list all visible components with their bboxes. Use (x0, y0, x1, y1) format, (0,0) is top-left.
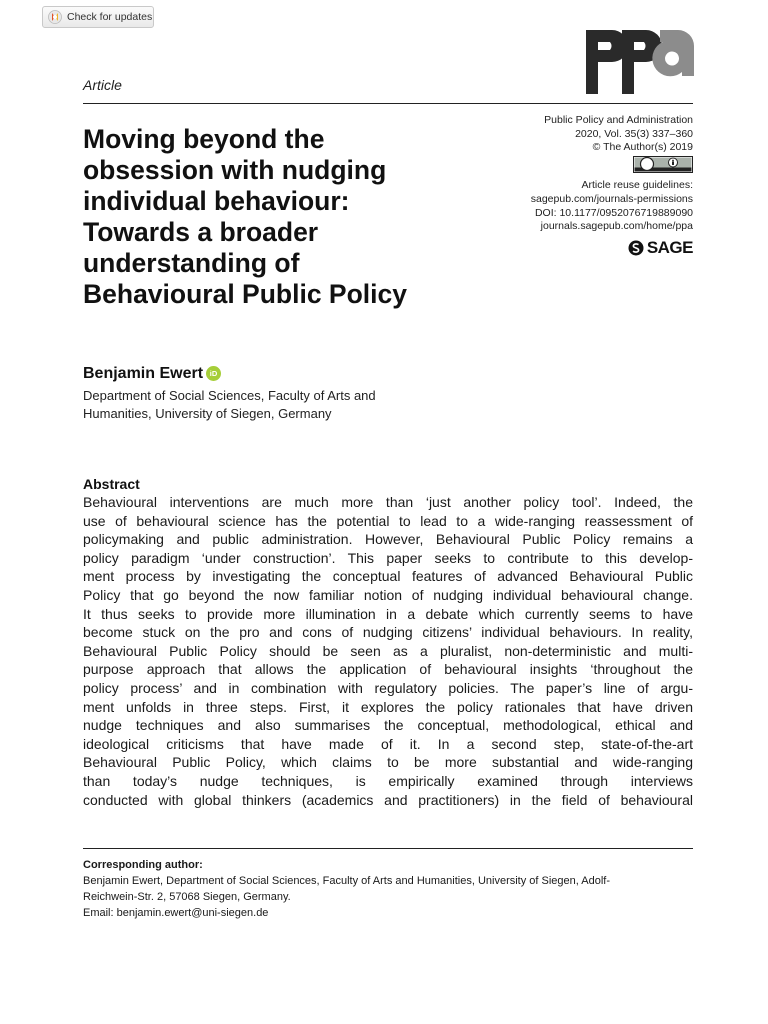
abstract-line: ment process by investigating the conceptual features of advanced Behavioural Public (83, 568, 693, 585)
title-line: obsession with nudging (83, 155, 387, 185)
publisher-name: SAGE (646, 237, 693, 257)
abstract-section (83, 476, 693, 809)
abstract-line: than today’s nudge techniques, is empirically examined through interviews (83, 772, 693, 789)
abstract-body (83, 493, 693, 809)
title-line: Behavioural Public Policy (83, 279, 407, 309)
abstract-line: use of behavioural science has the potential to lead to a wide-ranging reassessment of (83, 512, 693, 529)
abstract-line: policy paradigm ‘under construction’. This paper seeks to contribute to this develop- (83, 549, 693, 566)
journal-metadata (480, 114, 693, 260)
reuse-guidelines-label: Article reuse guidelines: (581, 179, 693, 192)
cc-by-icon[interactable] (633, 156, 693, 173)
corresponding-line: Reichwein-Str. 2, 57068 Siegen, Germany. (83, 891, 291, 903)
article-title (83, 124, 483, 310)
author-affiliation (83, 387, 443, 423)
corresponding-author (83, 857, 695, 921)
abstract-line: become stuck on the pro and cons of nudging citizens’ individual behaviours. In reality, (83, 624, 693, 641)
author-name: Benjamin Ewert (83, 365, 204, 382)
abstract-line: It thus seeks to provide more illumination in a debate which currently seems to have (83, 605, 693, 622)
author-block (83, 365, 443, 423)
title-line: Towards a broader (83, 217, 319, 247)
article-type-label: Article (83, 77, 122, 93)
corresponding-line: Benjamin Ewert, Department of Social Sciences, Faculty of Arts and Humanities, University of Siegen, Adolf- (83, 875, 611, 887)
title-line: Moving beyond the (83, 124, 325, 154)
update-ribbon-icon (48, 10, 62, 24)
corresponding-email[interactable]: Email: benjamin.ewert@uni-siegen.de (83, 907, 269, 919)
header-divider (83, 103, 693, 104)
abstract-line: Behavioural interventions are much more than ‘just another policy tool’. Indeed, the (83, 494, 693, 510)
abstract-line: ideological criticisms that have made of it. In a second step, state-of-the-art (83, 735, 693, 752)
publisher-logo (628, 237, 693, 257)
copyright-notice: © The Author(s) 2019 (592, 141, 693, 154)
journal-name: Public Policy and Administration (544, 114, 693, 126)
abstract-line: purpose approach that allows the application of behavioural insights ‘throughout the (83, 661, 693, 678)
reuse-guidelines-link[interactable]: sagepub.com/journals-permissions (530, 192, 693, 205)
title-line: understanding of (83, 248, 300, 278)
affiliation-line: Humanities, University of Siegen, Germany (83, 406, 332, 421)
orcid-icon[interactable]: iD (206, 366, 221, 381)
footnote-divider (83, 848, 693, 849)
abstract-line: Behavioural Public Policy should be seen as a pluralist, non-deterministic and multi- (83, 642, 693, 659)
abstract-line: nudge techniques and also summarises the conceptual, methodological, ethical and (83, 717, 693, 734)
abstract-line: Policy that go beyond the now familiar notion of nudging individual behavioural change. (83, 586, 693, 603)
abstract-line: Behavioural Public Policy, which claims to be more substantial and wide-ranging (83, 754, 693, 771)
abstract-line: conducted with global thinkers (academics and practitioners) in the field of behavioural (83, 791, 693, 808)
journal-logo (586, 28, 696, 96)
journal-citation: 2020, Vol. 35(3) 337–360 (575, 127, 693, 140)
abstract-line: policy process’ and in combination with regulatory policies. The paper’s line of argu- (83, 679, 693, 696)
abstract-line: ment unfolds in three steps. First, it explores the policy rationales that have driven (83, 698, 693, 715)
journal-home-link[interactable]: journals.sagepub.com/home/ppa (540, 220, 693, 233)
abstract-heading: Abstract (83, 476, 140, 492)
check-for-updates-label: Check for updates (67, 11, 153, 23)
abstract-line: policymaking and public administration. However, Behavioural Public Policy remains a (83, 531, 693, 548)
sage-mark-icon (628, 240, 644, 256)
corresponding-heading: Corresponding author: (83, 859, 203, 871)
affiliation-line: Department of Social Sciences, Faculty of Arts and (83, 388, 376, 403)
title-line: individual behaviour: (83, 186, 350, 216)
doi[interactable]: DOI: 10.1177/0952076719889090 (534, 206, 693, 219)
check-for-updates-button[interactable] (42, 6, 154, 28)
